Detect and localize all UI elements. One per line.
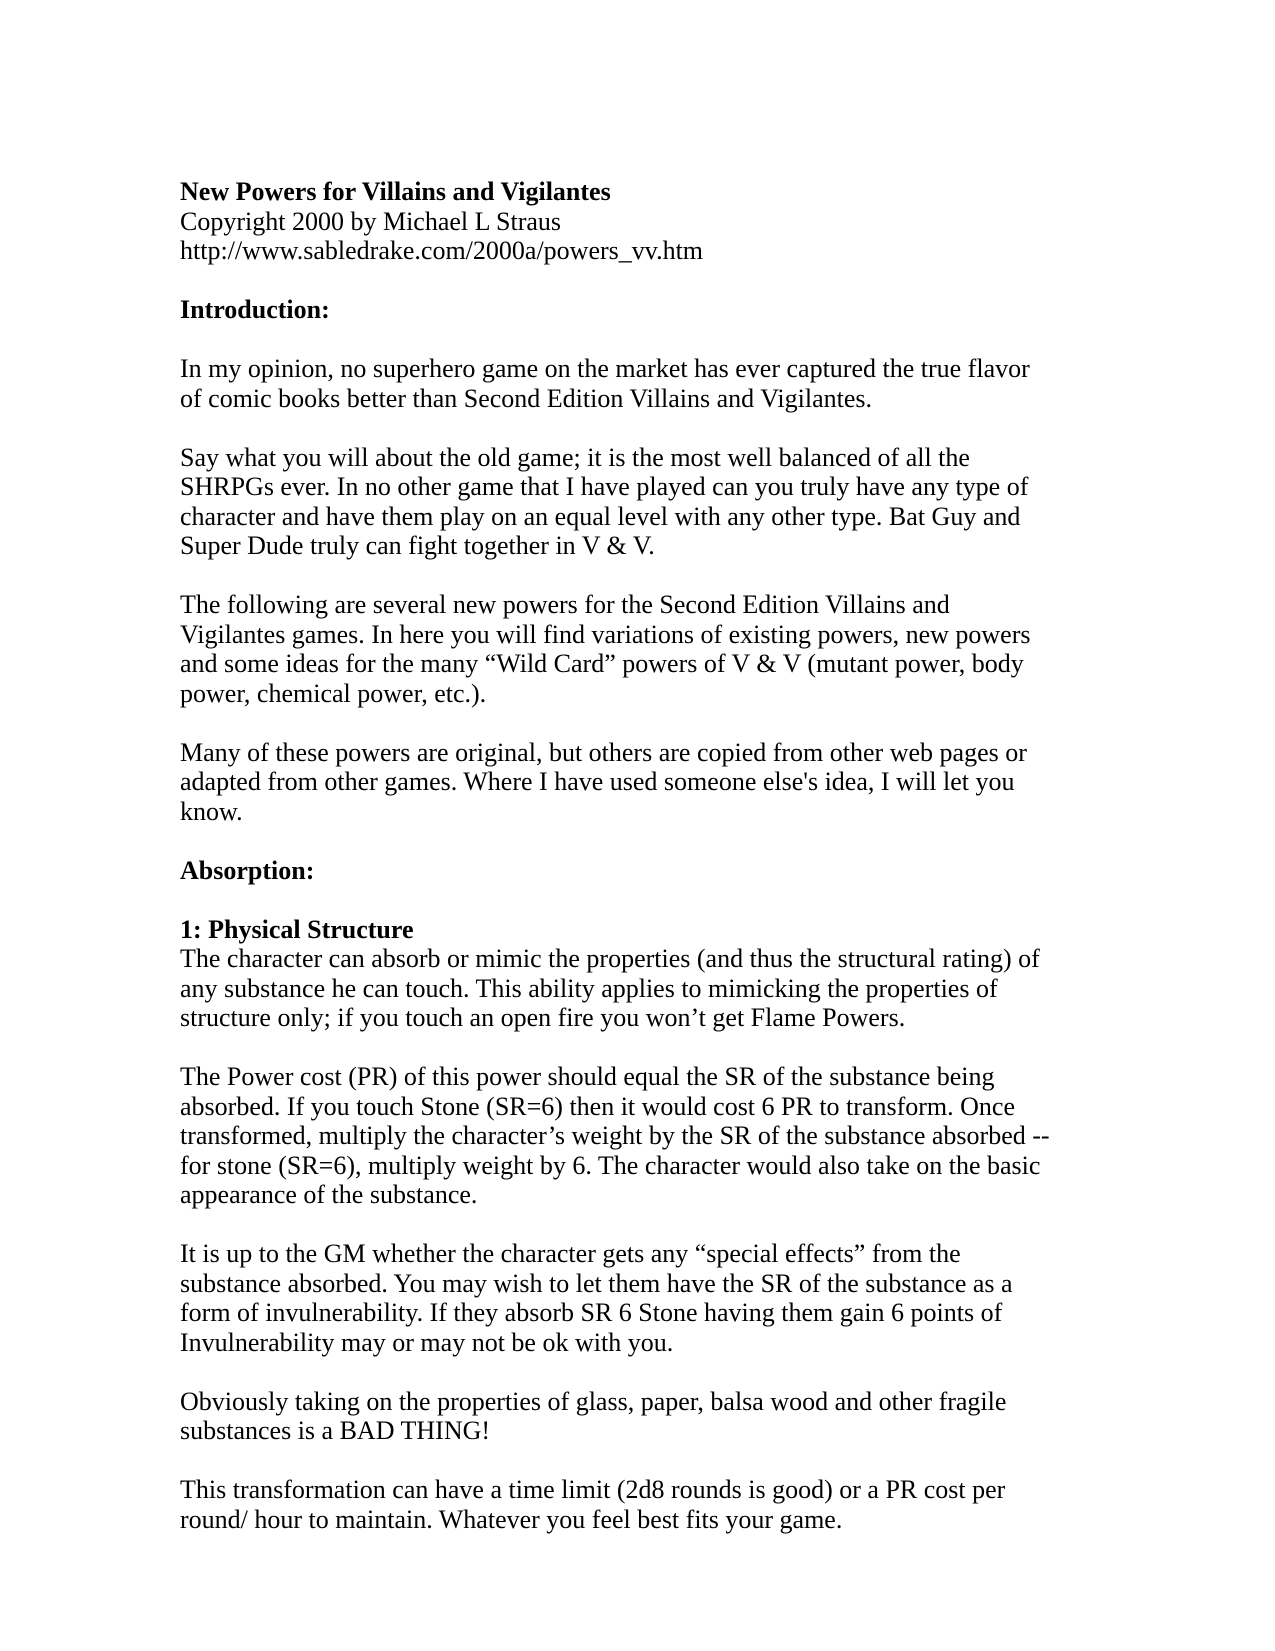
intro-paragraph-4: Many of these powers are original, but others are copied from other web pages or adapted from other games. Where I have used someone else's idea, I will let you know. xyxy=(180,737,1027,826)
intro-paragraph-2: Say what you will about the old game; it is the most well balanced of all the SHRPGs ever. In no other game that I have played can you truly have any type of character and have them play on an equal level with any other type. Bat Guy and Super Dude truly can fight together in V & V. xyxy=(180,442,1029,560)
document-content xyxy=(180,177,1050,1534)
section-heading-introduction: Introduction: xyxy=(180,295,330,324)
power1-paragraph-2: The Power cost (PR) of this power should equal the SR of the substance being absorbed. If you touch Stone (SR=6) then it would cost 6 PR to transform. Once transformed, multiply the character’s weight by the SR of the substance absorbed -- for stone (SR=6), multiply weight by 6. The character would also take on the basic appearance of the substance. xyxy=(180,1062,1050,1209)
intro-paragraph-3: The following are several new powers for the Second Edition Villains and Vigilantes games. In here you will find variations of existing powers, new powers and some ideas for the many “Wild Card” powers of V & V (mutant power, body power, chemical power, etc.). xyxy=(180,590,1031,708)
power-heading-physical-structure: 1: Physical Structure xyxy=(180,914,414,944)
power1-paragraph-1: The character can absorb or mimic the properties (and thus the structural rating) of any substance he can touch. This ability applies to mimicking the properties of structure only; if you touch an open fire you won’t get Flame Powers. xyxy=(180,944,1040,1032)
url-line: http://www.sabledrake.com/2000a/powers_vv.htm xyxy=(180,236,704,265)
power1-paragraph-5: This transformation can have a time limit (2d8 rounds is good) or a PR cost per round/ hour to maintain. Whatever you feel best fits your game. xyxy=(180,1475,1006,1534)
copyright-line: Copyright 2000 by Michael L Straus xyxy=(180,206,562,236)
power1-paragraph-3: It is up to the GM whether the character gets any “special effects” from the substance absorbed. You may wish to let them have the SR of the substance as a form of invulnerability. If they absorb SR 6 Stone having them gain 6 points of Invulnerability may or may not be ok with you. xyxy=(180,1239,1013,1357)
intro-paragraph-1: In my opinion, no superhero game on the market has ever captured the true flavor of comic books better than Second Edition Villains and Vigilantes. xyxy=(180,354,1030,413)
power1-paragraph-4: Obviously taking on the properties of glass, paper, balsa wood and other fragile substances is a BAD THING! xyxy=(180,1386,1007,1445)
document-title: New Powers for Villains and Vigilantes xyxy=(180,177,611,206)
section-heading-absorption: Absorption: xyxy=(180,855,315,885)
